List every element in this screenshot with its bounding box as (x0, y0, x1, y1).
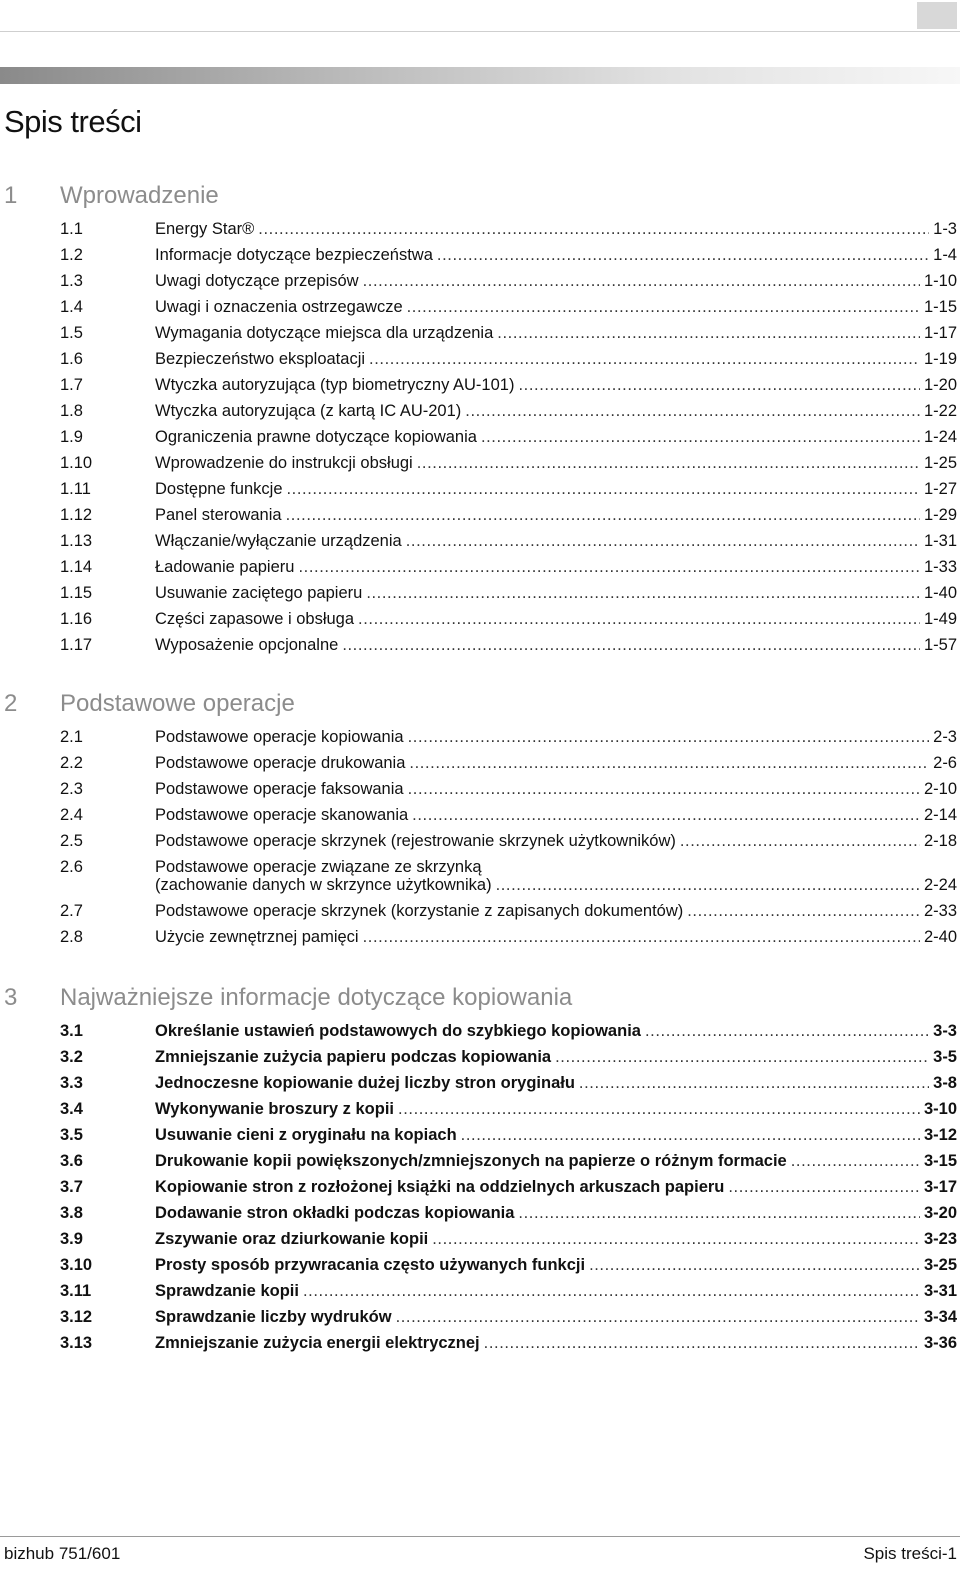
chapter-2 (0, 690, 960, 946)
toc-entry[interactable] (0, 806, 960, 832)
toc-entry-title: Energy Star® (155, 220, 255, 238)
toc-entry-number: 1.9 (60, 428, 83, 446)
dot-leader (589, 1256, 920, 1274)
toc-entry-title-block (155, 532, 402, 550)
toc-entry[interactable] (0, 272, 960, 298)
chapter-title: Podstawowe operacje (60, 690, 295, 717)
toc-list (0, 728, 960, 954)
toc-entry-number: 1.4 (60, 298, 83, 316)
dot-leader (408, 728, 930, 746)
toc-entry-title-block (155, 610, 354, 628)
toc-entry[interactable] (0, 1074, 960, 1100)
dot-leader (406, 532, 920, 550)
dot-leader (728, 1178, 920, 1196)
toc-entry-body (155, 1308, 957, 1326)
toc-entry-page: 2-10 (923, 780, 957, 798)
toc-entry-title-block (155, 506, 282, 524)
dot-leader (369, 350, 920, 368)
toc-entry-number: 3.5 (60, 1126, 83, 1144)
dot-leader (287, 480, 920, 498)
dot-leader (484, 1334, 920, 1352)
chapter-3 (0, 984, 960, 1352)
dot-leader (286, 506, 920, 524)
toc-entry-body (155, 480, 957, 498)
header-tab-marker (917, 2, 957, 29)
toc-entry-title: Zszywanie oraz dziurkowanie kopii (155, 1230, 429, 1248)
dot-leader (342, 636, 920, 654)
toc-entry-page: 3-3 (933, 1022, 957, 1040)
toc-entry-body (155, 728, 957, 746)
toc-entry-number: 3.11 (60, 1282, 92, 1300)
toc-entry-body (155, 246, 957, 264)
toc-entry-title: Użycie zewnętrznej pamięci (155, 928, 359, 946)
toc-entry[interactable] (0, 728, 960, 754)
toc-entry-title-block (155, 584, 362, 602)
toc-entry-number: 1.11 (60, 480, 91, 498)
toc-entry-title: Włączanie/wyłączanie urządzenia (155, 532, 402, 550)
toc-entry-body (155, 350, 957, 368)
toc-entry-title-block (155, 902, 683, 920)
toc-entry-page: 1-22 (923, 402, 957, 420)
toc-entry[interactable] (0, 1282, 960, 1308)
toc-entry-title-block (155, 1334, 480, 1352)
toc-entry[interactable] (0, 480, 960, 506)
toc-entry-number: 2.5 (60, 832, 83, 850)
section-gradient-bar (0, 67, 960, 84)
toc-entry[interactable] (0, 402, 960, 428)
toc-entry[interactable] (0, 220, 960, 246)
toc-entry-number: 3.13 (60, 1334, 93, 1352)
dot-leader (417, 454, 920, 472)
toc-entry-body (155, 1256, 957, 1274)
toc-entry-title: Drukowanie kopii powiększonych/zmniejszonych na papierze o różnym formacie (155, 1152, 787, 1170)
toc-entry-title-block (155, 1230, 428, 1248)
toc-entry-page: 1-33 (923, 558, 957, 576)
toc-entry-page: 2-24 (923, 876, 957, 894)
toc-entry-title-block (155, 858, 492, 894)
toc-entry-page: 3-36 (923, 1334, 957, 1352)
dot-leader (366, 584, 920, 602)
toc-entry[interactable] (0, 532, 960, 558)
dot-leader (407, 298, 920, 316)
dot-leader (465, 402, 920, 420)
dot-leader (408, 780, 920, 798)
toc-entry-page: 3-12 (923, 1126, 957, 1144)
toc-entry-page: 1-49 (923, 610, 957, 628)
toc-entry-title-block (155, 636, 338, 654)
toc-entry-body (155, 1204, 957, 1222)
toc-entry[interactable] (0, 454, 960, 480)
toc-entry-title: Sprawdzanie kopii (155, 1282, 299, 1300)
toc-entry-title-block (155, 1022, 641, 1040)
toc-entry-title: Określanie ustawień podstawowych do szybkiego kopiowania (155, 1022, 641, 1040)
toc-entry-title: Podstawowe operacje drukowania (155, 754, 406, 772)
dot-leader (437, 246, 929, 264)
toc-entry[interactable] (0, 558, 960, 584)
toc-entry-title: Podstawowe operacje skanowania (155, 806, 409, 824)
toc-entry-title: Panel sterowania (155, 506, 282, 524)
toc-entry-body (155, 858, 957, 894)
toc-entry-title-block (155, 806, 408, 824)
toc-entry-page: 1-4 (933, 246, 957, 264)
toc-entry-body (155, 324, 957, 342)
toc-entry-number: 1.17 (60, 636, 93, 654)
toc-list (0, 220, 960, 662)
dot-leader (579, 1074, 929, 1092)
toc-entry-number: 1.12 (60, 506, 93, 524)
toc-entry-body (155, 1048, 957, 1066)
toc-entry-title: Wprowadzenie do instrukcji obsługi (155, 454, 413, 472)
toc-entry[interactable] (0, 832, 960, 858)
toc-entry[interactable] (0, 506, 960, 532)
toc-entry-number: 2.7 (60, 902, 83, 920)
toc-entry-title-block (155, 1178, 724, 1196)
toc-entry-title: Podstawowe operacje faksowania (155, 780, 404, 798)
toc-entry-title-block (155, 1308, 392, 1326)
dot-leader (497, 324, 920, 342)
toc-entry[interactable] (0, 928, 960, 954)
toc-entry[interactable] (0, 1230, 960, 1256)
toc-entry-number: 2.8 (60, 928, 83, 946)
toc-entry-body (155, 610, 957, 628)
toc-entry-page: 1-10 (923, 272, 957, 290)
toc-entry-title-block (155, 1152, 787, 1170)
toc-entry-title-block (155, 350, 365, 368)
toc-entry-page: 1-17 (923, 324, 957, 342)
dot-leader (258, 220, 929, 238)
toc-entry-page: 1-27 (923, 480, 957, 498)
toc-entry-title: Informacje dotyczące bezpieczeństwa (155, 246, 433, 264)
toc-entry-page: 3-10 (923, 1100, 957, 1118)
dot-leader (396, 1308, 920, 1326)
toc-entry-title: Ograniczenia prawne dotyczące kopiowania (155, 428, 477, 446)
toc-entry[interactable] (0, 246, 960, 272)
toc-entry-number: 3.1 (60, 1022, 83, 1040)
dot-leader (363, 928, 920, 946)
toc-entry-number: 3.12 (60, 1308, 93, 1326)
toc-entry[interactable] (0, 1178, 960, 1204)
toc-entry-title: Wyposażenie opcjonalne (155, 636, 339, 654)
toc-entry-body (155, 1178, 957, 1196)
toc-entry-title: Prosty sposób przywracania często używanych funkcji (155, 1256, 586, 1274)
dot-leader (687, 902, 920, 920)
toc-entry-number: 1.2 (60, 246, 83, 264)
toc-entry-title: Uwagi i oznaczenia ostrzegawcze (155, 298, 403, 316)
toc-entry-title-block (155, 1256, 585, 1274)
toc-entry-page: 1-25 (923, 454, 957, 472)
chapter-heading[interactable] (0, 182, 960, 212)
toc-entry-body (155, 1230, 957, 1248)
toc-entry-title-block (155, 454, 413, 472)
toc-entry-title-continued: (zachowanie danych w skrzynce użytkownika) (155, 876, 492, 894)
toc-entry-title-block (155, 324, 493, 342)
toc-entry-number: 1.15 (60, 584, 93, 602)
toc-entry-title-block (155, 480, 283, 498)
toc-entry-number: 3.10 (60, 1256, 93, 1274)
toc-entry-body (155, 454, 957, 472)
dot-leader (409, 754, 929, 772)
toc-entry-body (155, 220, 957, 238)
toc-entry-title: Zmniejszanie zużycia energii elektrycznej (155, 1334, 480, 1352)
toc-entry-title: Usuwanie zaciętego papieru (155, 584, 363, 602)
toc-entry-title: Wtyczka autoryzująca (typ biometryczny AU-101) (155, 376, 515, 394)
toc-entry[interactable] (0, 1204, 960, 1230)
toc-entry-title-block (155, 754, 405, 772)
toc-entry-page: 2-33 (923, 902, 957, 920)
toc-entry-number: 3.9 (60, 1230, 83, 1248)
toc-entry-title-block (155, 928, 359, 946)
footer-page-number: Spis treści-1 (863, 1544, 957, 1563)
toc-entry-title-block (155, 1126, 457, 1144)
toc-entry-number: 1.13 (60, 532, 93, 550)
dot-leader (398, 1100, 920, 1118)
dot-leader (298, 558, 920, 576)
toc-entry[interactable] (0, 1152, 960, 1178)
toc-entry[interactable] (0, 1308, 960, 1334)
toc-entry[interactable] (0, 902, 960, 928)
toc-entry-title: Jednoczesne kopiowanie dużej liczby stron oryginału (155, 1074, 575, 1092)
toc-entry-page: 2-18 (923, 832, 957, 850)
toc-entry-title: Wtyczka autoryzująca (z kartą IC AU-201) (155, 402, 462, 420)
toc-entry-title-block (155, 558, 294, 576)
toc-entry-title: Usuwanie cieni z oryginału na kopiach (155, 1126, 457, 1144)
toc-entry-title: Podstawowe operacje skrzynek (rejestrowanie skrzynek użytkowników) (155, 832, 676, 850)
toc-entry-body (155, 428, 957, 446)
toc-entry-page: 3-15 (923, 1152, 957, 1170)
toc-entry-body (155, 506, 957, 524)
toc-entry-number: 2.3 (60, 780, 83, 798)
toc-entry-title-block (155, 780, 404, 798)
toc-entry-body (155, 636, 957, 654)
toc-entry-title: Uwagi dotyczące przepisów (155, 272, 359, 290)
toc-entry-number: 1.6 (60, 350, 83, 368)
toc-entry-title: Podstawowe operacje kopiowania (155, 728, 404, 746)
dot-leader (496, 876, 920, 894)
toc-entry-number: 1.3 (60, 272, 83, 290)
toc-entry-page: 2-3 (933, 728, 957, 746)
toc-entry-title: Kopiowanie stron z rozłożonej książki na oddzielnych arkuszach papieru (155, 1178, 725, 1196)
toc-entry-body (155, 272, 957, 290)
toc-entry-body (155, 832, 957, 850)
toc-entry[interactable] (0, 428, 960, 454)
toc-entry-number: 3.8 (60, 1204, 83, 1222)
toc-entry-page: 3-5 (933, 1048, 957, 1066)
toc-entry-title: Wymagania dotyczące miejsca dla urządzenia (155, 324, 494, 342)
toc-entry-body (155, 1282, 957, 1300)
chapter-heading[interactable] (0, 984, 960, 1014)
toc-entry-page: 1-24 (923, 428, 957, 446)
toc-entry-body (155, 1022, 957, 1040)
toc-entry-body (155, 928, 957, 946)
toc-entry-page: 2-6 (933, 754, 957, 772)
toc-entry-body (155, 1126, 957, 1144)
toc-entry-number: 1.14 (60, 558, 93, 576)
toc-entry-number: 1.5 (60, 324, 83, 342)
toc-entry-body (155, 780, 957, 798)
toc-entry-body (155, 902, 957, 920)
toc-entry-body (155, 1334, 957, 1352)
toc-entry-number: 3.7 (60, 1178, 83, 1196)
toc-entry-body (155, 402, 957, 420)
toc-entry-page: 3-31 (923, 1282, 957, 1300)
toc-entry-page: 3-17 (923, 1178, 957, 1196)
toc-entry-title: Części zapasowe i obsługa (155, 610, 355, 628)
toc-entry-page: 2-14 (923, 806, 957, 824)
footer-rule (0, 1536, 960, 1537)
dot-leader (518, 1204, 920, 1222)
toc-entry-title-block (155, 272, 359, 290)
toc-entry[interactable] (0, 1022, 960, 1048)
toc-entry-number: 3.6 (60, 1152, 83, 1170)
toc-entry-title-block (155, 728, 404, 746)
chapter-1 (0, 182, 960, 654)
toc-entry[interactable] (0, 1048, 960, 1074)
toc-entry-number: 2.1 (60, 728, 83, 746)
toc-entry-title: Bezpieczeństwo eksploatacji (155, 350, 366, 368)
toc-entry-title: Ładowanie papieru (155, 558, 295, 576)
header-rule (0, 31, 960, 32)
toc-entry-number: 1.1 (60, 220, 83, 238)
toc-entry[interactable] (0, 780, 960, 806)
toc-entry-page: 3-25 (923, 1256, 957, 1274)
toc-entry-title: Sprawdzanie liczby wydruków (155, 1308, 392, 1326)
toc-entry-body (155, 376, 957, 394)
toc-entry-title: Podstawowe operacje związane ze skrzynką (155, 858, 482, 876)
toc-entry-title-block (155, 376, 514, 394)
toc-entry-page: 1-20 (923, 376, 957, 394)
toc-entry-number: 3.4 (60, 1100, 83, 1118)
dot-leader (432, 1230, 920, 1248)
chapter-title: Wprowadzenie (60, 182, 219, 209)
toc-entry-number: 1.8 (60, 402, 83, 420)
toc-entry-title-block (155, 402, 461, 420)
toc-entry[interactable] (0, 376, 960, 402)
chapter-number: 2 (4, 690, 18, 717)
toc-entry-title-block (155, 1204, 514, 1222)
toc-entry-title-block (155, 220, 254, 238)
dot-leader (680, 832, 920, 850)
toc-entry-page: 1-29 (923, 506, 957, 524)
chapter-title: Najważniejsze informacje dotyczące kopiowania (60, 984, 573, 1011)
toc-entry[interactable] (0, 584, 960, 610)
toc-entry-number: 2.6 (60, 858, 83, 876)
toc-entry-body (155, 1100, 957, 1118)
footer-product-name: bizhub 751/601 (4, 1544, 121, 1563)
dot-leader (412, 806, 920, 824)
toc-entry-page: 3-23 (923, 1230, 957, 1248)
dot-leader (303, 1282, 920, 1300)
toc-entry-body (155, 754, 957, 772)
toc-entry-title: Wykonywanie broszury z kopii (155, 1100, 395, 1118)
toc-entry[interactable] (0, 324, 960, 350)
toc-entry-number: 3.2 (60, 1048, 83, 1066)
dot-leader (461, 1126, 920, 1144)
toc-entry-number: 1.16 (60, 610, 93, 628)
toc-entry-page: 1-40 (923, 584, 957, 602)
toc-entry-number: 3.3 (60, 1074, 83, 1092)
toc-entry-title-block (155, 1100, 394, 1118)
toc-entry-number: 2.4 (60, 806, 83, 824)
toc-entry-page: 1-15 (923, 298, 957, 316)
toc-entry-title-block (155, 428, 477, 446)
toc-entry[interactable] (0, 350, 960, 376)
toc-entry-title: Podstawowe operacje skrzynek (korzystanie z zapisanych dokumentów) (155, 902, 684, 920)
toc-entry-page: 3-34 (923, 1308, 957, 1326)
toc-entry-body (155, 806, 957, 824)
dot-leader (363, 272, 920, 290)
page-title: Spis treści (4, 104, 142, 139)
toc-entry-body (155, 584, 957, 602)
toc-entry-page: 3-20 (923, 1204, 957, 1222)
toc-entry-title-block (155, 246, 433, 264)
toc-entry[interactable] (0, 636, 960, 662)
toc-entry-body (155, 558, 957, 576)
toc-entry-title: Dostępne funkcje (155, 480, 283, 498)
toc-entry[interactable] (0, 1256, 960, 1282)
toc-entry-title-block (155, 832, 676, 850)
toc-entry-title: Dodawanie stron okładki podczas kopiowania (155, 1204, 515, 1222)
toc-entry-title-block (155, 1048, 551, 1066)
toc-entry[interactable] (0, 1334, 960, 1360)
toc-entry-body (155, 298, 957, 316)
toc-entry-page: 3-8 (933, 1074, 957, 1092)
dot-leader (645, 1022, 929, 1040)
dot-leader (481, 428, 920, 446)
toc-entry[interactable] (0, 1126, 960, 1152)
dot-leader (358, 610, 920, 628)
toc-entry-page: 1-3 (933, 220, 957, 238)
toc-entry[interactable] (0, 1100, 960, 1126)
toc-entry[interactable] (0, 754, 960, 780)
toc-entry-title-block (155, 1282, 299, 1300)
toc-entry-title: Zmniejszanie zużycia papieru podczas kopiowania (155, 1048, 552, 1066)
toc-entry-number: 2.2 (60, 754, 83, 772)
toc-entry-body (155, 1152, 957, 1170)
chapter-heading[interactable] (0, 690, 960, 720)
toc-entry-page: 2-40 (923, 928, 957, 946)
toc-entry-page: 1-19 (923, 350, 957, 368)
toc-entry[interactable] (0, 610, 960, 636)
toc-entry-body (155, 1074, 957, 1092)
toc-entry-title-block (155, 1074, 575, 1092)
toc-entry[interactable] (0, 858, 960, 902)
toc-list (0, 1022, 960, 1360)
toc-entry-number: 1.7 (60, 376, 83, 394)
dot-leader (555, 1048, 929, 1066)
toc-entry-page: 1-31 (923, 532, 957, 550)
toc-entry-title-block (155, 298, 403, 316)
dot-leader (518, 376, 920, 394)
chapter-number: 1 (4, 182, 18, 209)
dot-leader (791, 1152, 920, 1170)
chapter-number: 3 (4, 984, 18, 1011)
toc-entry-page: 1-57 (923, 636, 957, 654)
toc-entry[interactable] (0, 298, 960, 324)
toc-entry-body (155, 532, 957, 550)
toc-entry-number: 1.10 (60, 454, 93, 472)
